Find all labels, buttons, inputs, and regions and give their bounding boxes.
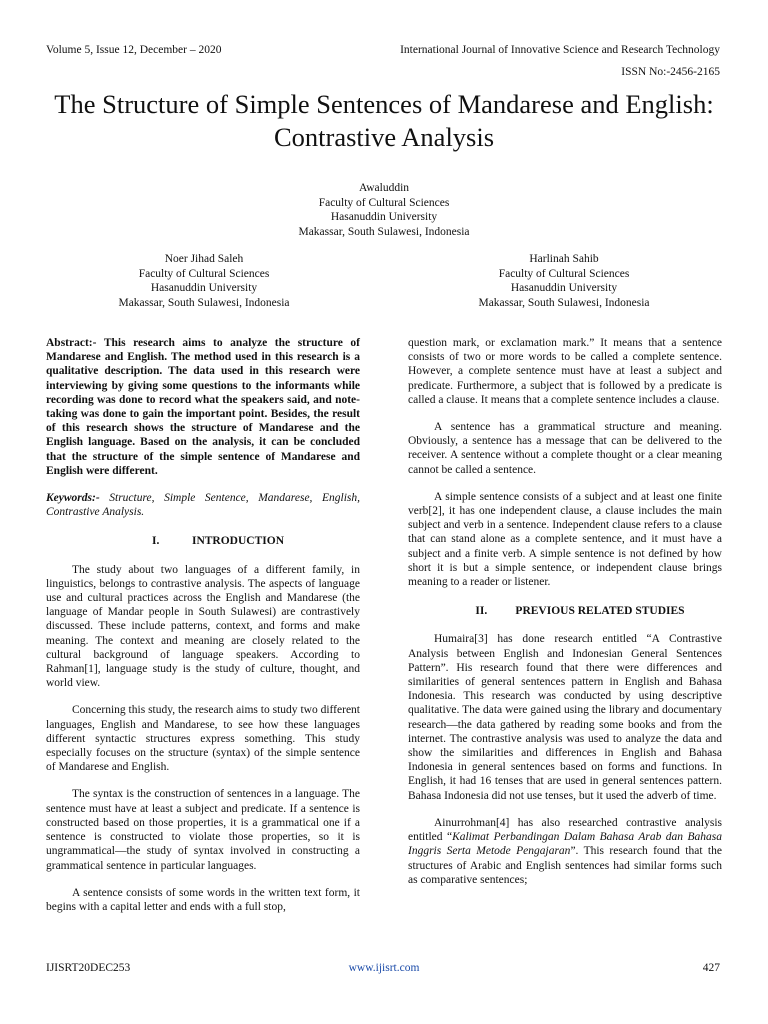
author-name: Harlinah Sahib: [529, 253, 599, 265]
author-location: Makassar, South Sulawesi, Indonesia: [478, 296, 650, 309]
section-number: II.: [475, 605, 488, 618]
paragraph: question mark, or exclamation mark.” It means that a sentence consists of two or more words to be called a complete sentence. However, a complete sentence must have at least a subject and predicate. Furthermore, a subject that is followed by a predicate is called a clause. It means that a complete sentence includes a clause.: [408, 337, 722, 406]
issn-number: ISSN No:-2456-2165: [621, 66, 720, 78]
author-university: Hasanuddin University: [330, 211, 438, 223]
section-heading-introduction: [46, 534, 360, 548]
paragraph-italic-title: Kalimat Perbandingan Dalam Bahasa Arab dan Bahasa Inggris Serta Metode Pengajaran: [408, 831, 723, 858]
author-name: Awaluddin: [358, 182, 410, 194]
right-column: [408, 336, 722, 900]
author-university: Hasanuddin University: [510, 282, 618, 294]
footer-website-text[interactable]: www.ijisrt.com: [348, 962, 420, 974]
paragraph: A sentence consists of some words in the written text form, it begins with a capital letter and ends with a full stop,: [46, 886, 360, 913]
keywords: [46, 491, 360, 519]
section-title: PREVIOUS RELATED STUDIES: [515, 605, 685, 618]
author-location: Makassar, South Sulawesi, Indonesia: [118, 296, 290, 309]
author-faculty: Faculty of Cultural Sciences: [498, 267, 630, 280]
paragraph-text: Ainurrohman[4] has also researched contrastive analysis entitled “: [408, 816, 722, 844]
paragraph: Humaira[3] has done research entitled “A Contrastive Analysis between English and Indonesian General Sentences Pattern”. His research found that there were differences and similarities of general sentences pattern in English and Bahasa Indonesia. This research was conducted by using descriptive qualitative. The data were gained using the library and documentary research—the data gathered by reading some books and from the internet. The contrastive analysis was used to analyze the data and show the similarities and differences in English and Bahasa Indonesia in general sentences based on forms and functions. In English, it had 16 tenses that are used in general sentences pattern. Bahasa Indonesia did not use tenses, but it used the adverb of time.: [408, 633, 722, 802]
page-number: 427: [702, 962, 720, 974]
paragraph-text: ”. This research found that the structures of Arabic and English sentences had similar forms such as comparative sentences;: [408, 845, 722, 886]
section-title: INTRODUCTION: [191, 535, 284, 548]
author-block-1: [234, 181, 534, 239]
paragraph: A simple sentence consists of a subject and at least one finite verb[2], it has one independent clause, a clause includes the main subject and verb in a sentence. Independent clause refers to a clause that can stand alone as a complete sentence, and it must have a subject and a finite verb. A simple sentence is not defined by how short it is but a simple sentence, or independent clause brings meaning to a reader or listener.: [408, 490, 722, 589]
author-block-3: [414, 252, 714, 310]
paragraph: The syntax is the construction of sentences in a language. The sentence must have at least a subject and predicate. If a sentence is constructed based on those properties, it is a grammatical one if a sentence is constructed to violate those properties, so it is ungrammatical—the study of syntax involved in constructing a grammatical sentence in particular languages.: [46, 788, 360, 872]
left-column: [46, 336, 360, 927]
footer-paper-id: IJISRT20DEC253: [46, 962, 131, 974]
running-header-volume: Volume 5, Issue 12, December – 2020: [46, 44, 222, 56]
author-block-2: [54, 252, 354, 310]
paper-title: The Structure of Simple Sentences of Mandarese and English: Contrastive Analysis: [54, 89, 714, 152]
section-number: I.: [151, 535, 160, 548]
section-heading-related-studies: [408, 604, 722, 618]
keywords-text: Structure, Simple Sentence, Mandarese, English, Contrastive Analysis.: [46, 492, 360, 519]
paragraph: A sentence has a grammatical structure and meaning. Obviously, a sentence has a message that can be delivered to the receiver. A sentence without a complete thought or a clear meaning cannot be called a sentence.: [408, 421, 722, 476]
paragraph: Concerning this study, the research aims to study two different languages, English and Mandarese, to see how these languages different syntactic structures express something. This study especially focuses on the structure (syntax) of the simple sentence of Mandarese and English.: [46, 704, 360, 774]
author-location: Makassar, South Sulawesi, Indonesia: [298, 225, 470, 238]
abstract: Abstract:- This research aims to analyze the structure of Mandarese and English. The method used in this research is a qualitative description. The data used in this research were interviewing by giving some questions to the informants while recording was done to record what the speakers said, and note-taking was done to gain the important point. Besides, the result of this research shows the structure of Mandarese and the English language. Based on the analysis, it can be concluded that the structure of the simple sentence of Mandarese and English were different.: [46, 337, 360, 477]
author-university: Hasanuddin University: [150, 282, 258, 294]
running-header-journal: International Journal of Innovative Science and Research Technology: [400, 44, 720, 56]
paragraph: [408, 816, 722, 887]
footer-website-link[interactable]: [0, 962, 768, 974]
author-name: Noer Jihad Saleh: [164, 253, 244, 265]
author-faculty: Faculty of Cultural Sciences: [318, 196, 450, 209]
paragraph: The study about two languages of a different family, in linguistics, belongs to contrastive analysis. The aspects of language use and cultural practices across the English and Mandarese (the language of Mandar people in South Sulawesi) are contrastively discussed. These include patterns, context, and forms and make meaning. The context and meaning are closely related to the cultural background of language speakers. According to Rahman[1], language study is the study of culture, thought, and world view.: [46, 563, 360, 690]
keywords-label: Keywords:-: [46, 492, 100, 505]
author-faculty: Faculty of Cultural Sciences: [138, 267, 270, 280]
